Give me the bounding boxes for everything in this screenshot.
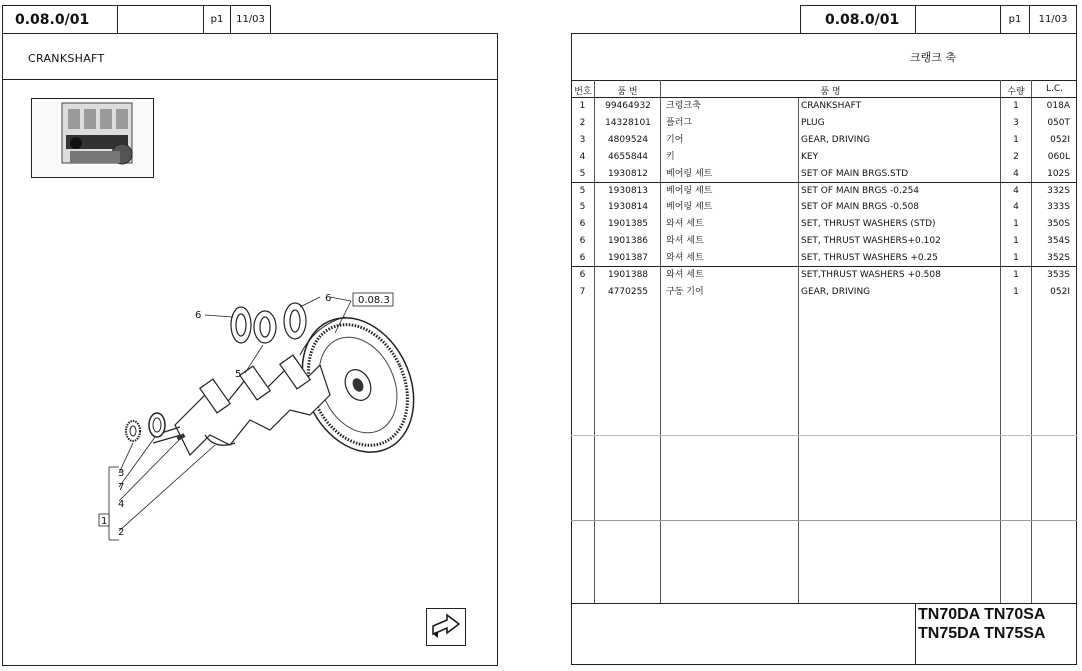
cell-part-no: 4809524 <box>607 134 649 145</box>
header-no: 번호 <box>574 87 592 97</box>
table-top-rule <box>571 80 1077 81</box>
cell-no: 5 <box>579 168 586 179</box>
cell-no: 3 <box>579 134 586 145</box>
cell-part-no: 14328101 <box>605 117 651 128</box>
right-page-code: 0.08.0/01 <box>800 5 916 34</box>
left-page-number: p1 <box>203 5 231 34</box>
cell-description: CRANKSHAFT <box>801 101 862 111</box>
thrust-washers <box>231 303 306 343</box>
callout-3: 3 <box>118 468 125 479</box>
cell-lc: 052I <box>1050 134 1070 145</box>
cell-no: 6 <box>579 219 586 230</box>
lower-rule-2 <box>571 520 1077 521</box>
cell-lc: 018A <box>1046 101 1070 111</box>
cell-qty: 2 <box>1013 151 1019 162</box>
next-page-button[interactable] <box>426 608 466 646</box>
table-row <box>571 250 1077 267</box>
left-title-divider <box>2 79 498 80</box>
cell-korean-name: 베어링 세트 <box>666 202 713 213</box>
right-page-number: p1 <box>1000 5 1030 34</box>
header-lc: L.C. <box>1045 84 1064 94</box>
cell-korean-name: 베어링 세트 <box>666 185 713 196</box>
model-line-2: TN75DA TN75SA <box>918 625 1046 642</box>
cell-qty: 1 <box>1013 286 1019 297</box>
cell-qty: 1 <box>1013 253 1019 264</box>
table-row <box>571 183 1077 200</box>
cell-no: 6 <box>579 253 586 264</box>
cell-no: 5 <box>579 185 586 196</box>
cell-description: KEY <box>801 151 819 162</box>
korean-title: 크랭크 축 <box>910 51 957 64</box>
cell-description: PLUG <box>801 117 825 128</box>
header-name: 품 명 <box>820 87 841 97</box>
lower-rule-3 <box>571 603 1077 604</box>
cell-description: SET OF MAIN BRGS -0.508 <box>801 202 920 213</box>
lower-rule-1 <box>571 435 1077 436</box>
cell-lc: 350S <box>1047 219 1070 230</box>
table-row <box>571 149 1077 166</box>
arrow-right-icon <box>430 612 462 642</box>
cell-part-no: 4770255 <box>607 286 649 297</box>
cell-korean-name: 와셔 세트 <box>666 236 704 247</box>
cell-lc: 333S <box>1047 202 1070 213</box>
callout-7: 7 <box>118 482 125 493</box>
cell-korean-name: 기어 <box>666 134 684 145</box>
cell-description: SET, THRUST WASHERS (STD) <box>801 219 936 230</box>
group-separator-1 <box>571 182 1077 183</box>
group-separator-2 <box>571 266 1077 267</box>
cell-qty: 1 <box>1013 236 1019 247</box>
cell-description: SET OF MAIN BRGS.STD <box>801 168 909 179</box>
table-row <box>571 233 1077 250</box>
callout-5: 5 <box>235 369 242 380</box>
table-row <box>571 199 1077 216</box>
callout-4: 4 <box>118 499 125 510</box>
cell-no: 6 <box>579 270 586 280</box>
cell-part-no: 1901386 <box>607 236 649 247</box>
header-part-no: 품 번 <box>617 87 638 97</box>
cell-qty: 4 <box>1013 168 1019 179</box>
cell-qty: 1 <box>1013 101 1019 111</box>
cell-korean-name: 키 <box>666 151 675 162</box>
cell-korean-name: 플러그 <box>666 117 693 128</box>
cell-description: GEAR, DRIVING <box>801 286 871 297</box>
left-page-title: CRANKSHAFT <box>28 52 105 65</box>
cell-part-no: 1901385 <box>607 219 649 230</box>
engine-thumbnail-art <box>32 99 153 177</box>
cell-part-no: 1901387 <box>607 253 649 264</box>
cell-korean-name: 와셔 세트 <box>666 219 704 230</box>
header-qty: 수량 <box>1007 87 1025 97</box>
cell-lc: 102S <box>1047 168 1070 179</box>
model-line-1: TN70DA TN70SA <box>918 606 1046 623</box>
cell-part-no: 1930814 <box>607 202 649 213</box>
model-box <box>915 603 916 665</box>
cell-part-no: 1930813 <box>607 185 649 196</box>
left-page-date: 11/03 <box>230 5 271 34</box>
callout-2: 2 <box>118 527 125 538</box>
cell-description: GEAR, DRIVING <box>801 134 871 145</box>
left-header-blank <box>117 5 204 34</box>
right-header-blank <box>915 5 1001 34</box>
cell-qty: 4 <box>1013 202 1019 213</box>
cell-lc: 050T <box>1047 117 1070 128</box>
cell-no: 1 <box>579 101 586 111</box>
callout-1: 1 <box>101 516 108 527</box>
engine-thumbnail <box>31 98 154 178</box>
cell-part-no: 1930812 <box>607 168 649 179</box>
cell-description: SET, THRUST WASHERS+0.102 <box>801 236 941 247</box>
cell-no: 2 <box>579 117 586 128</box>
table-row <box>571 267 1077 284</box>
table-row <box>571 216 1077 233</box>
table-row <box>571 115 1077 132</box>
cell-lc: 332S <box>1047 185 1070 196</box>
cell-lc: 060L <box>1047 151 1070 162</box>
cell-description: SET OF MAIN BRGS -0.254 <box>801 185 920 196</box>
callout-ref-0-08-3: 0.08.3 <box>358 295 390 306</box>
cell-description: SET,THRUST WASHERS +0.508 <box>801 270 941 280</box>
cell-korean-name: 구동 기어 <box>666 286 704 297</box>
callout-6-right: 6 <box>325 293 332 304</box>
cell-part-no: 1901388 <box>607 270 649 280</box>
cell-no: 7 <box>579 286 586 297</box>
cell-korean-name: 와셔 세트 <box>666 270 704 280</box>
cell-no: 5 <box>579 202 586 213</box>
cell-lc: 052I <box>1050 286 1070 297</box>
right-header-left-blank <box>571 5 801 34</box>
cell-part-no: 4655844 <box>607 151 649 162</box>
drive-gear-7 <box>149 413 165 437</box>
left-page-code: 0.08.0/01 <box>2 5 118 34</box>
right-page-date: 11/03 <box>1029 5 1077 34</box>
table-row <box>571 166 1077 183</box>
cell-description: SET, THRUST WASHERS +0.25 <box>801 253 938 264</box>
cell-part-no: 99464932 <box>605 101 651 111</box>
cell-lc: 354S <box>1047 236 1070 247</box>
cell-lc: 353S <box>1047 270 1070 280</box>
cell-no: 6 <box>579 236 586 247</box>
table-row <box>571 284 1077 301</box>
table-row <box>571 132 1077 149</box>
cell-qty: 4 <box>1013 185 1019 196</box>
cell-no: 4 <box>579 151 586 162</box>
crankshaft-exploded-diagram <box>95 285 515 565</box>
callout-6-left: 6 <box>195 310 202 321</box>
cell-lc: 352S <box>1047 253 1070 264</box>
cell-qty: 1 <box>1013 219 1019 230</box>
cell-korean-name: 크렁크축 <box>666 101 701 111</box>
cell-qty: 3 <box>1013 117 1019 128</box>
cell-korean-name: 와셔 세트 <box>666 253 704 264</box>
table-row <box>571 98 1077 115</box>
cell-korean-name: 베어링 세트 <box>666 168 713 179</box>
driving-gear <box>126 421 140 441</box>
cell-qty: 1 <box>1013 270 1019 280</box>
cell-qty: 1 <box>1013 134 1019 145</box>
